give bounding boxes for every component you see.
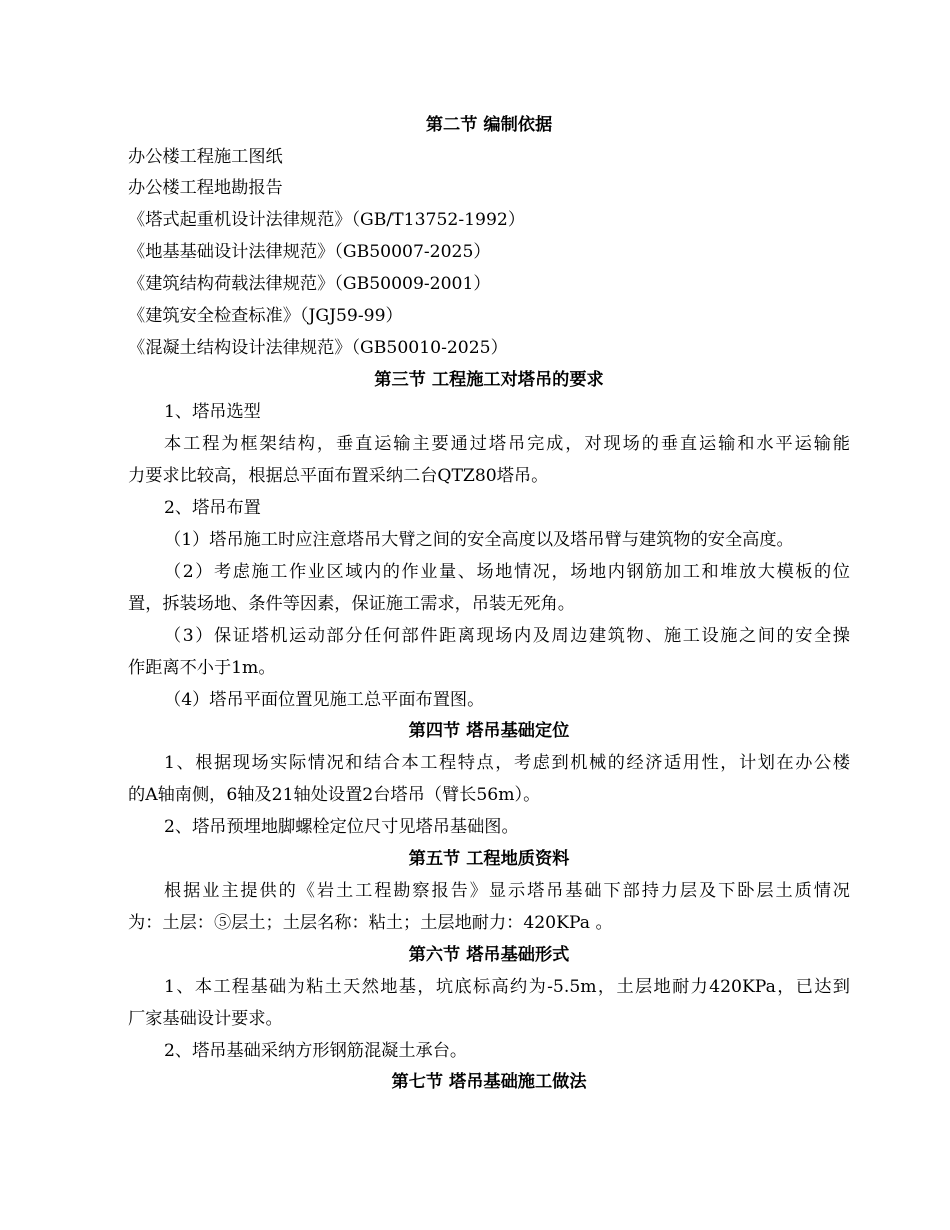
paragraph-line: 根据业主提供的《岩土工程勘察报告》显示塔吊基础下部持力层及下卧层土质情况 <box>164 881 850 901</box>
reference-item: 办公楼工程地勘报告 <box>128 178 283 198</box>
section-heading-2: 第二节 编制依据 <box>425 115 553 135</box>
paragraph-line: 为：土层：⑤层土；土层名称：粘土；土层地耐力：420KPa 。 <box>128 913 613 933</box>
reference-item: 《地基基础设计法律规范》（GB50007-2025） <box>128 242 491 262</box>
reference-item: 《建筑结构荷载法律规范》（GB50009-2001） <box>128 274 491 294</box>
reference-item: 办公楼工程施工图纸 <box>128 147 283 167</box>
paragraph-line: 置，拆装场地、条件等因素，保证施工需求，吊装无死角。 <box>128 594 575 614</box>
reference-item: 《建筑安全检查标准》（JGJ59-99） <box>128 306 403 326</box>
paragraph-line: 1、根据现场实际情况和结合本工程特点，考虑到机械的经济适用性，计划在办公楼 <box>164 753 850 773</box>
subheading: 1、塔吊选型 <box>164 402 261 422</box>
section-heading-4: 第四节 塔吊基础定位 <box>408 721 570 741</box>
paragraph-line: （4）塔吊平面位置见施工总平面布置图。 <box>164 690 485 710</box>
reference-item: 《塔式起重机设计法律规范》（GB/T13752-1992） <box>128 210 526 230</box>
paragraph-line: 本工程为框架结构，垂直运输主要通过塔吊完成，对现场的垂直运输和水平运输能 <box>164 434 850 454</box>
reference-item: 《混凝土结构设计法律规范》（GB50010-2025） <box>128 338 508 358</box>
paragraph-line: 2、塔吊基础采纳方形钢筋混凝土承台。 <box>164 1041 468 1061</box>
section-heading-3: 第三节 工程施工对塔吊的要求 <box>374 370 604 390</box>
paragraph-line: 1、本工程基础为粘土天然地基，坑底标高约为-5.5m，土层地耐力420KPa，已达到 <box>164 977 850 997</box>
paragraph-line: 的A轴南侧，6轴及21轴处设置2台塔吊（臂长56m）。 <box>128 785 541 805</box>
subheading: 2、塔吊布置 <box>164 498 261 518</box>
paragraph-line: 2、塔吊预埋地脚螺栓定位尺寸见塔吊基础图。 <box>164 817 519 837</box>
paragraph-line: （1）塔吊施工时应注意塔吊大臂之间的安全高度以及塔吊臂与建筑物的安全高度。 <box>164 530 794 550</box>
paragraph-line: 厂家基础设计要求。 <box>128 1009 283 1029</box>
paragraph-line: 力要求比较高，根据总平面布置采纳二台QTZ80塔吊。 <box>128 466 549 486</box>
section-heading-6: 第六节 塔吊基础形式 <box>408 945 570 965</box>
paragraph-line: （3）保证塔机运动部分任何部件距离现场内及周边建筑物、施工设施之间的安全操 <box>164 626 850 646</box>
paragraph-line: （2）考虑施工作业区域内的作业量、场地情况，场地内钢筋加工和堆放大模板的位 <box>164 562 850 582</box>
section-heading-7: 第七节 塔吊基础施工做法 <box>391 1072 587 1092</box>
paragraph-line: 作距离不小于1m。 <box>128 658 276 678</box>
section-heading-5: 第五节 工程地质资料 <box>408 849 570 869</box>
